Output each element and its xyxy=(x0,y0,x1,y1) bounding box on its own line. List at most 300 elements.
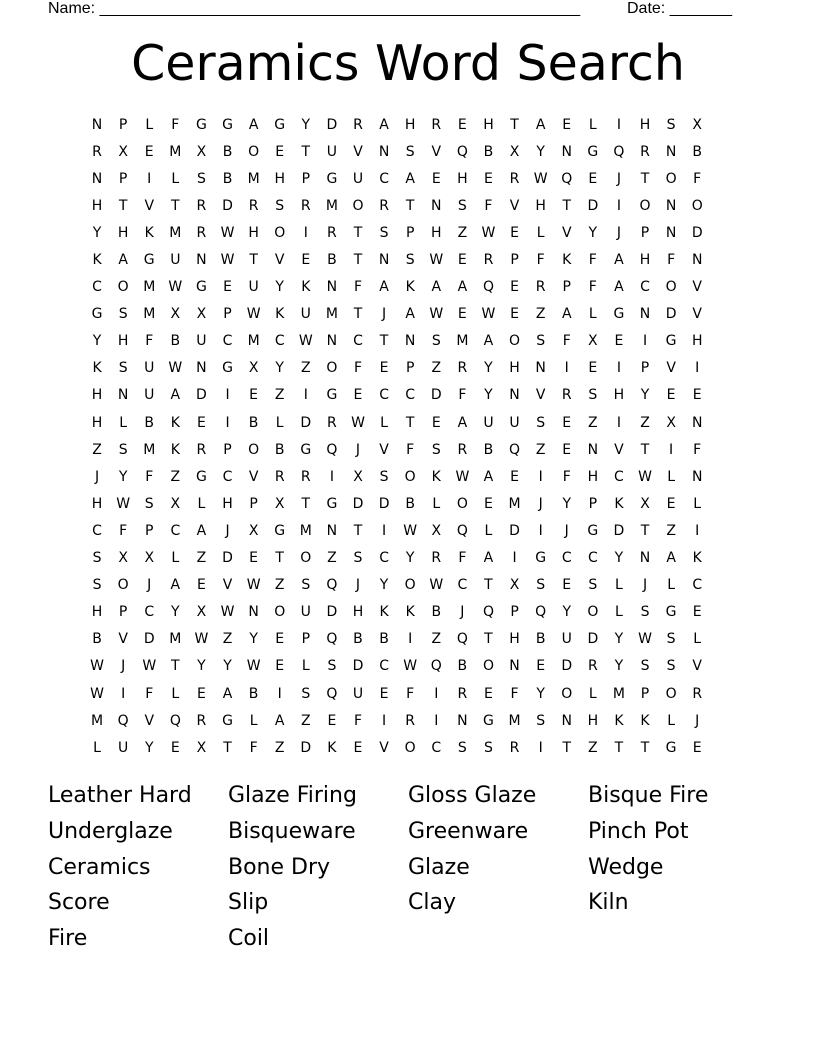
grid-letter: E xyxy=(223,279,232,296)
grid-letter: S xyxy=(640,658,650,675)
grid-letter: S xyxy=(196,170,206,187)
grid-letter: L xyxy=(197,495,206,512)
grid-letter: S xyxy=(457,197,467,214)
grid-row xyxy=(84,680,732,707)
grid-letter: C xyxy=(561,550,572,567)
grid-row xyxy=(84,138,732,165)
grid-letter: S xyxy=(666,658,676,675)
header-line xyxy=(48,0,748,20)
grid-letter: O xyxy=(639,197,651,214)
grid-letter: V xyxy=(248,468,259,485)
grid-letter: D xyxy=(613,522,625,539)
grid-letter: F xyxy=(562,333,571,350)
grid-letter: S xyxy=(588,387,598,404)
grid-letter: Q xyxy=(482,279,494,296)
grid-letter: Q xyxy=(326,577,338,594)
grid-letter: V xyxy=(353,143,363,160)
grid-letter: I xyxy=(329,468,334,485)
grid-letter: A xyxy=(457,414,468,431)
grid-letter: U xyxy=(118,739,129,756)
grid-letter: W xyxy=(481,306,496,323)
grid-letter: E xyxy=(196,414,206,431)
grid-letter: Z xyxy=(274,739,285,756)
grid-letter: V xyxy=(692,306,702,323)
grid-letter: R xyxy=(483,252,494,269)
grid-letter: W xyxy=(403,658,418,675)
grid-letter: W xyxy=(298,333,313,350)
grid-letter: G xyxy=(535,550,547,567)
grid-letter: T xyxy=(640,441,650,458)
grid-letter: K xyxy=(405,279,415,296)
grid-row xyxy=(84,545,732,572)
grid-letter: H xyxy=(431,224,442,241)
grid-letter: R xyxy=(457,360,468,377)
grid-letter: S xyxy=(640,604,650,621)
grid-letter: I xyxy=(616,360,621,377)
grid-row xyxy=(84,734,732,761)
grid-letter: M xyxy=(325,306,338,323)
grid-letter: B xyxy=(379,631,389,648)
grid-letter: N xyxy=(326,522,338,539)
grid-letter: H xyxy=(91,495,103,512)
grid-letter: W xyxy=(90,685,104,702)
grid-letter: C xyxy=(405,387,416,404)
grid-letter: S xyxy=(301,685,311,702)
grid-letter: I xyxy=(303,224,308,241)
grid-letter: K xyxy=(379,604,389,621)
grid-letter: G xyxy=(143,252,155,269)
grid-letter: Z xyxy=(457,224,468,241)
grid-letter: G xyxy=(665,333,677,350)
grid-letter: M xyxy=(169,224,182,241)
grid-letter: Q xyxy=(326,441,338,458)
grid-letter: O xyxy=(665,170,677,187)
grid-letter: U xyxy=(561,631,572,648)
grid-letter: X xyxy=(588,333,598,350)
grid-letter: I xyxy=(303,387,308,404)
grid-letter: D xyxy=(352,495,364,512)
grid-letter: H xyxy=(91,604,103,621)
grid-letter: W xyxy=(246,658,261,675)
grid-letter: E xyxy=(614,333,624,350)
grid-letter: S xyxy=(92,577,102,594)
grid-letter: Z xyxy=(92,441,102,458)
grid-letter: H xyxy=(535,197,546,214)
grid-letter: E xyxy=(510,224,519,241)
grid-letter: S xyxy=(379,224,389,241)
grid-letter: V xyxy=(509,197,520,214)
grid-letter: B xyxy=(248,685,259,702)
grid-letter: O xyxy=(691,197,703,214)
grid-letter: W xyxy=(246,577,261,594)
grid-letter: Y xyxy=(614,550,624,567)
grid-letter: H xyxy=(117,224,129,241)
word-list-item: Bisque Fire xyxy=(588,783,709,809)
grid-letter: C xyxy=(614,468,624,485)
grid-letter: L xyxy=(484,522,493,539)
grid-letter: O xyxy=(300,550,312,567)
grid-letter: I xyxy=(147,170,152,187)
grid-letter: R xyxy=(196,224,207,241)
grid-letter: V xyxy=(692,279,702,296)
grid-letter: L xyxy=(667,468,676,485)
grid-letter: S xyxy=(405,143,415,160)
grid-letter: Q xyxy=(613,143,625,160)
grid-letter: X xyxy=(692,116,702,133)
grid-letter: F xyxy=(353,360,363,377)
word-list-item: Gloss Glaze xyxy=(408,783,537,809)
grid-letter: W xyxy=(533,170,548,187)
grid-letter: H xyxy=(613,387,625,404)
grid-letter: S xyxy=(536,577,546,594)
word-list-item: Bisqueware xyxy=(228,819,356,845)
grid-letter: G xyxy=(195,279,207,296)
grid-letter: O xyxy=(248,143,260,160)
grid-letter: I xyxy=(695,522,700,539)
word-list-item: Leather Hard xyxy=(48,783,192,809)
grid-letter: M xyxy=(169,143,182,160)
grid-letter: B xyxy=(274,441,285,458)
grid-letter: A xyxy=(248,116,259,133)
grid-letter: F xyxy=(667,252,676,269)
grid-letter: F xyxy=(510,685,519,702)
grid-letter: G xyxy=(222,360,233,377)
grid-letter: L xyxy=(667,712,676,729)
grid-letter: N xyxy=(665,143,677,160)
grid-letter: E xyxy=(692,604,702,621)
grid-letter: R xyxy=(353,116,363,133)
grid-letter: Z xyxy=(431,631,442,648)
grid-letter: R xyxy=(196,197,207,214)
grid-letter: E xyxy=(562,441,572,458)
grid-letter: A xyxy=(379,279,389,296)
grid-letter: O xyxy=(404,739,416,756)
grid-letter: Z xyxy=(170,468,181,485)
grid-letter: Y xyxy=(562,495,572,512)
grid-letter: Z xyxy=(196,550,207,567)
grid-letter: P xyxy=(301,170,311,187)
word-list-item: Coil xyxy=(228,926,270,952)
grid-letter: W xyxy=(429,306,444,323)
grid-letter: F xyxy=(406,685,415,702)
grid-row xyxy=(84,599,732,626)
grid-letter: J xyxy=(94,468,100,485)
grid-letter: H xyxy=(509,631,520,648)
grid-letter: H xyxy=(483,116,494,133)
grid-row xyxy=(84,328,732,355)
grid-letter: H xyxy=(248,224,259,241)
grid-letter: Z xyxy=(588,739,598,756)
grid-letter: W xyxy=(429,252,444,269)
grid-letter: F xyxy=(119,522,128,539)
grid-letter: W xyxy=(220,224,235,241)
grid-letter: U xyxy=(170,252,181,269)
grid-letter: U xyxy=(144,387,155,404)
word-list-item: Underglaze xyxy=(48,819,173,845)
grid-letter: A xyxy=(561,306,572,323)
grid-letter: W xyxy=(403,522,418,539)
grid-letter: P xyxy=(588,495,598,512)
grid-letter: X xyxy=(509,143,520,160)
grid-letter: A xyxy=(535,116,546,133)
grid-row xyxy=(84,517,732,544)
grid-letter: E xyxy=(249,550,259,567)
grid-letter: W xyxy=(638,631,652,648)
grid-row xyxy=(84,274,732,301)
grid-letter: M xyxy=(325,197,338,214)
grid-letter: A xyxy=(405,306,415,323)
grid-letter: C xyxy=(92,522,102,539)
grid-letter: Q xyxy=(482,604,494,621)
grid-letter: F xyxy=(406,441,415,458)
grid-letter: E xyxy=(536,658,546,675)
grid-letter: G xyxy=(613,306,625,323)
grid-letter: C xyxy=(92,279,102,296)
grid-letter: Z xyxy=(301,712,311,729)
grid-letter: L xyxy=(380,414,388,431)
grid-letter: J xyxy=(642,577,648,594)
grid-letter: E xyxy=(353,739,363,756)
grid-letter: V xyxy=(379,441,389,458)
grid-letter: D xyxy=(222,550,233,567)
grid-letter: I xyxy=(382,522,387,539)
grid-letter: I xyxy=(538,522,543,539)
grid-letter: J xyxy=(355,577,361,594)
grid-letter: X xyxy=(640,495,650,512)
grid-letter: S xyxy=(405,252,415,269)
grid-letter: F xyxy=(171,116,180,133)
grid-letter: Q xyxy=(456,631,468,648)
grid-letter: B xyxy=(483,441,494,458)
grid-letter: N xyxy=(378,143,390,160)
grid-letter: T xyxy=(405,414,415,431)
grid-letter: M xyxy=(508,495,521,512)
grid-letter: W xyxy=(90,658,104,675)
grid-letter: R xyxy=(300,197,311,214)
word-list-item: Glaze Firing xyxy=(228,783,357,809)
grid-row xyxy=(84,463,732,490)
grid-letter: E xyxy=(484,685,493,702)
word-list-item: Bone Dry xyxy=(228,854,331,880)
grid-letter: H xyxy=(639,116,651,133)
grid-letter: E xyxy=(144,143,154,160)
grid-letter: U xyxy=(352,685,364,702)
grid-letter: Q xyxy=(430,658,442,675)
grid-letter: M xyxy=(299,522,312,539)
grid-letter: I xyxy=(277,685,282,702)
grid-letter: R xyxy=(561,387,572,404)
grid-letter: Q xyxy=(117,712,129,729)
grid-letter: K xyxy=(327,739,337,756)
grid-letter: H xyxy=(639,252,651,269)
grid-letter: Z xyxy=(640,414,650,431)
grid-letter: B xyxy=(483,143,494,160)
grid-letter: T xyxy=(249,252,258,269)
grid-letter: R xyxy=(457,685,468,702)
grid-letter: F xyxy=(145,333,154,350)
grid-letter: K xyxy=(640,712,650,729)
grid-letter: O xyxy=(509,333,521,350)
grid-letter: Y xyxy=(171,604,180,621)
grid-letter: D xyxy=(326,116,338,133)
grid-letter: B xyxy=(144,414,155,431)
grid-letter: Z xyxy=(222,631,233,648)
grid-letter: I xyxy=(512,550,517,567)
grid-letter: N xyxy=(91,116,103,133)
grid-letter: N xyxy=(431,197,442,214)
grid-letter: U xyxy=(352,170,364,187)
grid-letter: A xyxy=(118,252,128,269)
grid-letter: A xyxy=(170,577,181,594)
grid-row xyxy=(84,436,732,463)
grid-letter: Q xyxy=(456,143,468,160)
grid-letter: E xyxy=(275,143,285,160)
grid-letter: Y xyxy=(301,116,311,133)
grid-letter: E xyxy=(170,739,180,756)
grid-letter: L xyxy=(588,685,597,702)
grid-letter: N xyxy=(691,252,703,269)
grid-letter: G xyxy=(274,116,286,133)
grid-letter: J xyxy=(121,658,126,675)
grid-letter: N xyxy=(509,387,520,404)
grid-letter: C xyxy=(379,550,389,567)
grid-letter: B xyxy=(327,252,337,269)
grid-letter: W xyxy=(168,360,183,377)
grid-letter: E xyxy=(431,170,441,187)
grid-letter: K xyxy=(614,495,624,512)
grid-letter: Z xyxy=(274,387,285,404)
grid-letter: R xyxy=(196,712,207,729)
grid-letter: X xyxy=(274,495,285,512)
grid-letter: I xyxy=(669,441,674,458)
grid-letter: D xyxy=(665,306,677,323)
grid-letter: E xyxy=(666,495,676,512)
grid-letter: X xyxy=(431,522,442,539)
grid-letter: X xyxy=(666,414,676,431)
grid-letter: E xyxy=(457,252,467,269)
grid-letter: P xyxy=(405,360,415,377)
grid-letter: I xyxy=(434,712,439,729)
word-list-item: Pinch Pot xyxy=(588,819,689,845)
grid-letter: Z xyxy=(666,522,676,539)
grid-letter: F xyxy=(353,279,363,296)
grid-letter: F xyxy=(588,252,597,269)
grid-letter: F xyxy=(353,712,363,729)
grid-letter: N xyxy=(457,712,468,729)
grid-letter: E xyxy=(275,658,285,675)
grid-letter: L xyxy=(693,495,702,512)
grid-letter: T xyxy=(640,170,650,187)
grid-letter: P xyxy=(118,116,128,133)
grid-letter: T xyxy=(275,550,284,567)
grid-letter: S xyxy=(118,360,128,377)
grid-row xyxy=(84,165,732,192)
grid-letter: S xyxy=(275,197,285,214)
grid-letter: N xyxy=(665,224,677,241)
grid-letter: S xyxy=(118,441,128,458)
grid-letter: H xyxy=(509,360,520,377)
grid-letter: P xyxy=(640,224,650,241)
grid-row xyxy=(84,572,732,599)
grid-letter: B xyxy=(222,143,233,160)
grid-letter: H xyxy=(587,712,599,729)
grid-letter: W xyxy=(351,414,365,431)
grid-letter: G xyxy=(326,495,338,512)
grid-letter: S xyxy=(666,631,676,648)
grid-letter: E xyxy=(379,685,389,702)
grid-letter: M xyxy=(247,333,260,350)
grid-letter: T xyxy=(614,739,624,756)
grid-letter: V xyxy=(614,441,624,458)
grid-letter: R xyxy=(535,279,546,296)
grid-letter: K xyxy=(92,252,102,269)
grid-letter: D xyxy=(378,495,390,512)
grid-letter: V xyxy=(144,197,155,214)
grid-letter: F xyxy=(536,252,545,269)
grid-letter: P xyxy=(249,495,258,512)
grid-letter: W xyxy=(246,306,261,323)
word-list-item: Wedge xyxy=(588,854,664,880)
word-list-item: Slip xyxy=(228,890,269,916)
grid-letter: O xyxy=(117,279,129,296)
grid-letter: J xyxy=(564,522,569,539)
grid-letter: H xyxy=(352,604,364,621)
grid-letter: Y xyxy=(484,360,493,377)
grid-letter: G xyxy=(195,468,207,485)
grid-letter: G xyxy=(300,441,312,458)
grid-letter: N xyxy=(665,197,677,214)
grid-letter: C xyxy=(170,522,181,539)
grid-letter: Y xyxy=(405,550,415,567)
grid-letter: O xyxy=(274,604,286,621)
grid-letter: F xyxy=(693,170,702,187)
grid-letter: L xyxy=(588,306,597,323)
grid-letter: N xyxy=(561,712,572,729)
grid-letter: N xyxy=(535,360,546,377)
grid-letter: G xyxy=(195,116,207,133)
grid-letter: U xyxy=(248,279,259,296)
grid-letter: E xyxy=(562,414,572,431)
grid-letter: F xyxy=(484,197,493,214)
grid-letter: D xyxy=(561,658,573,675)
grid-letter: R xyxy=(379,197,389,214)
grid-letter: X xyxy=(196,143,207,160)
grid-letter: X xyxy=(170,306,181,323)
grid-letter: H xyxy=(91,197,103,214)
grid-letter: Z xyxy=(327,550,337,567)
grid-letter: Y xyxy=(536,685,545,702)
grid-letter: J xyxy=(460,604,465,621)
grid-letter: K xyxy=(170,414,180,431)
grid-letter: G xyxy=(222,712,233,729)
grid-letter: X xyxy=(196,739,207,756)
grid-letter: R xyxy=(431,116,442,133)
grid-letter: G xyxy=(665,604,677,621)
grid-letter: O xyxy=(587,604,599,621)
grid-letter: A xyxy=(614,252,624,269)
grid-letter: I xyxy=(538,739,543,756)
grid-letter: D xyxy=(300,414,312,431)
grid-letter: E xyxy=(562,116,572,133)
grid-letter: P xyxy=(223,306,232,323)
grid-letter: V xyxy=(561,224,572,241)
grid-letter: Y xyxy=(588,224,598,241)
grid-letter: R xyxy=(431,550,442,567)
grid-letter: T xyxy=(405,197,415,214)
grid-letter: P xyxy=(118,604,128,621)
grid-letter: A xyxy=(483,550,494,567)
grid-letter: E xyxy=(275,631,285,648)
